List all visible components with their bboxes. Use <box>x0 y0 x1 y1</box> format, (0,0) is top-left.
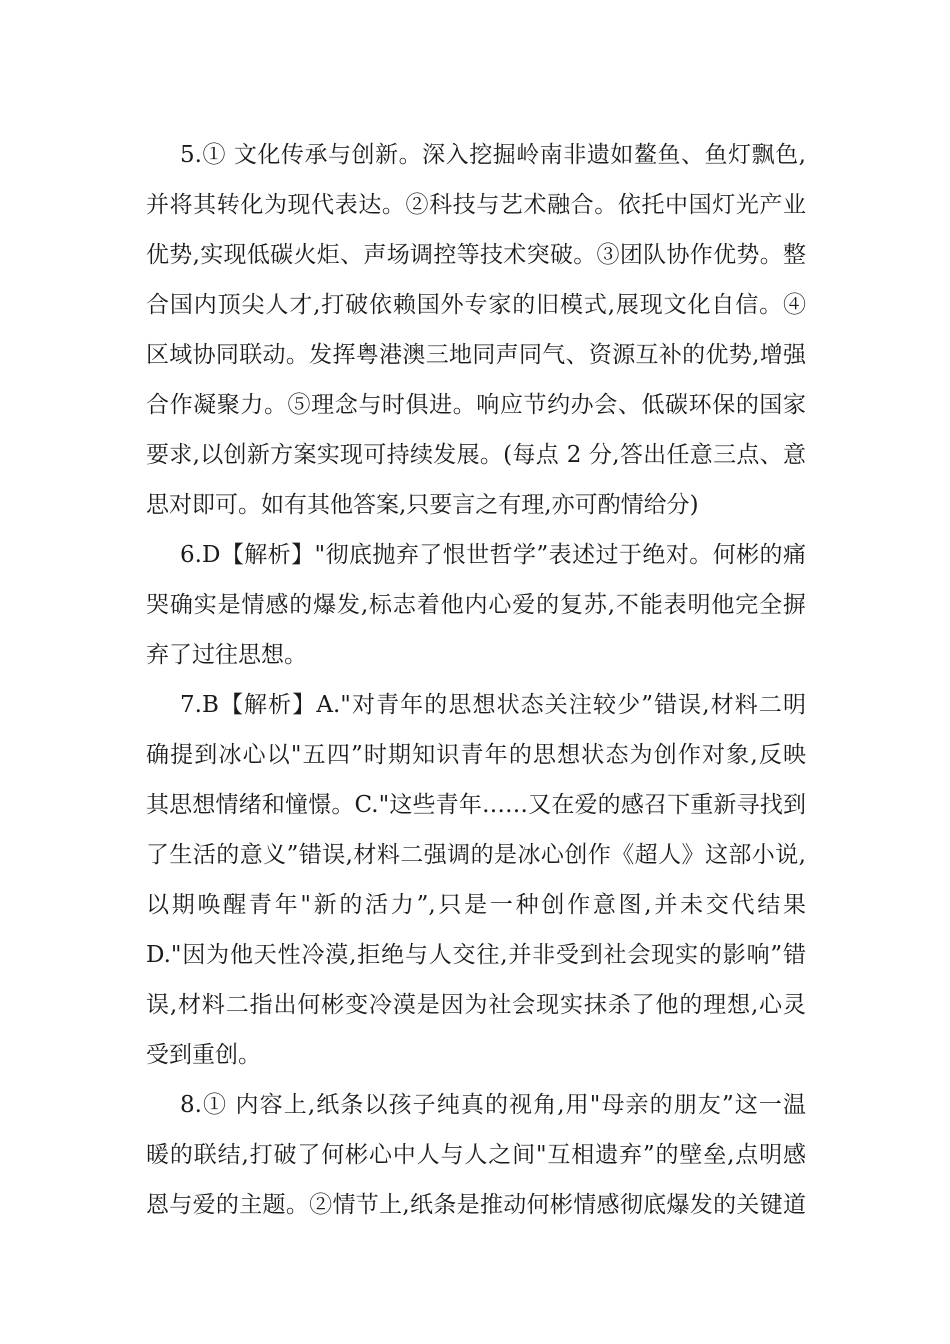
text-line: 优势,实现低碳火炬、声场调控等技术突破。③团队协作优势。整 <box>146 242 806 268</box>
text-line: 暖的联结,打破了何彬心中人与人之间"互相遗弃”的壁垒,点明感 <box>146 1142 806 1168</box>
text-line: 合国内顶尖人才,打破依赖国外专家的旧模式,展现文化自信。④ <box>146 292 806 318</box>
text-line: 误,材料二指出何彬变冷漠是因为社会现实抹杀了他的理想,心灵 <box>146 992 806 1018</box>
text-line: 弃了过往思想。 <box>146 642 307 668</box>
text-line: 区域协同联动。发挥粤港澳三地同声同气、资源互补的优势,增强 <box>146 342 806 368</box>
text-line: 确提到冰心以"五四”时期知识青年的思想状态为创作对象,反映 <box>146 742 806 768</box>
text-line: 6.D【解析】"彻底抛弃了恨世哲学”表述过于绝对。何彬的痛 <box>180 542 806 568</box>
text-line: 以期唤醒青年"新的活力”,只是一种创作意图,并未交代结果 <box>146 892 806 918</box>
text-line: 并将其转化为现代表达。②科技与艺术融合。依托中国灯光产业 <box>146 192 806 218</box>
text-line: 8.① 内容上,纸条以孩子纯真的视角,用"母亲的朋友”这一温 <box>180 1092 806 1118</box>
text-line: D."因为他天性冷漠,拒绝与人交往,并非受到社会现实的影响”错 <box>146 942 806 968</box>
text-line: 思对即可。如有其他答案,只要言之有理,亦可酌情给分) <box>146 492 699 518</box>
text-line: 5.① 文化传承与创新。深入挖掘岭南非遗如鳌鱼、鱼灯飘色, <box>180 142 806 168</box>
paragraph-answer-6 <box>146 530 806 680</box>
answer-text-block <box>146 130 806 1230</box>
paragraph-answer-8 <box>146 1080 806 1230</box>
text-line: 恩与爱的主题。②情节上,纸条是推动何彬情感彻底爆发的关键道 <box>146 1192 806 1218</box>
text-line: 7.B【解析】A."对青年的思想状态关注较少”错误,材料二明 <box>180 692 806 718</box>
paragraph-answer-7 <box>146 680 806 1080</box>
text-line: 其思想情绪和憧憬。C."这些青年……又在爱的感召下重新寻找到 <box>146 792 806 818</box>
text-line: 合作凝聚力。⑤理念与时俱进。响应节约办会、低碳环保的国家 <box>146 392 806 418</box>
text-line: 哭确实是情感的爆发,标志着他内心爱的复苏,不能表明他完全摒 <box>146 592 806 618</box>
text-line: 了生活的意义”错误,材料二强调的是冰心创作《超人》这部小说, <box>146 842 806 868</box>
text-line: 要求,以创新方案实现可持续发展。(每点 2 分,答出任意三点、意 <box>146 442 806 468</box>
paragraph-answer-5 <box>146 130 806 530</box>
text-line: 受到重创。 <box>146 1042 261 1068</box>
